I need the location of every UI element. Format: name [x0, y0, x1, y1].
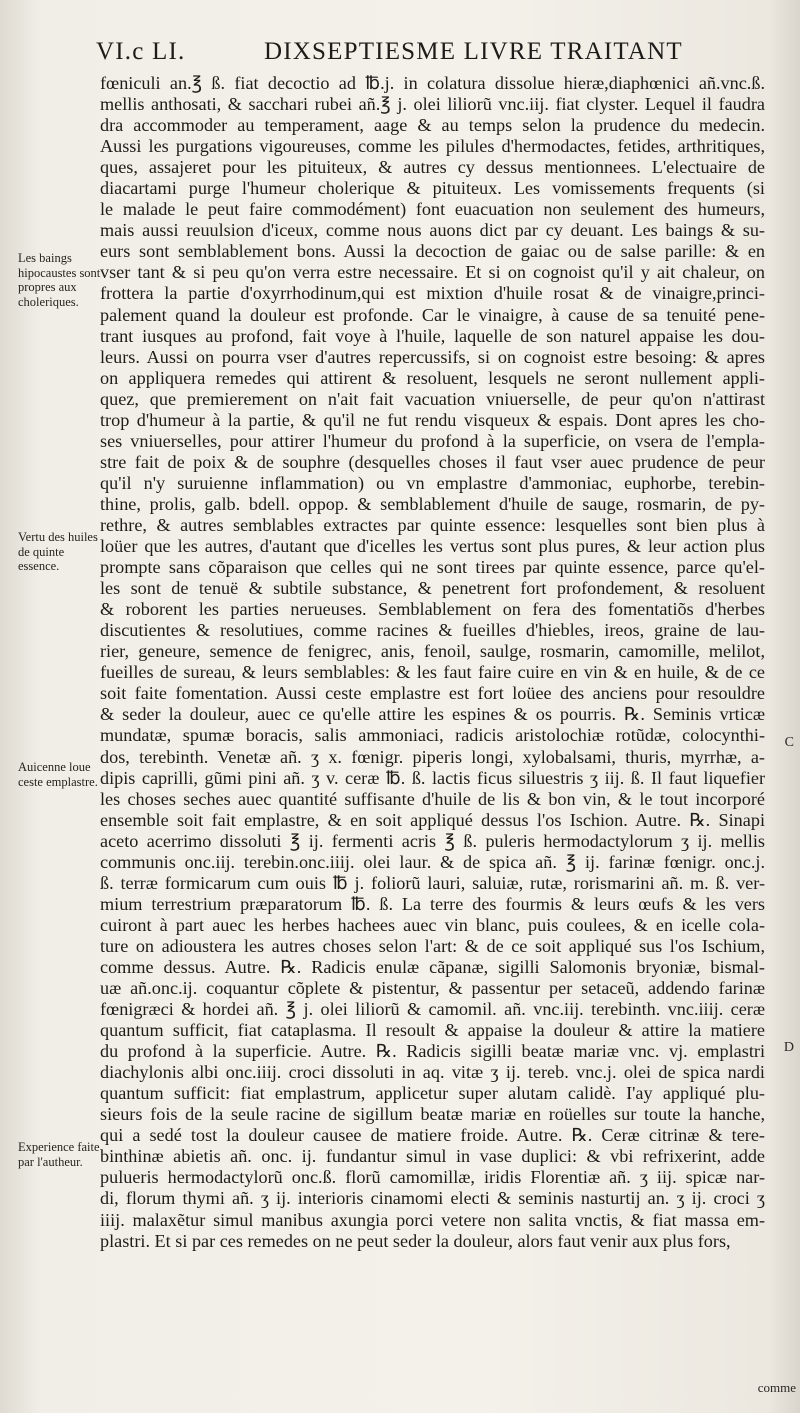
text-line: rier, geneure, semence de fenigrec, anis, fenoil, saulge, rosmarin, camomille, melilot, — [100, 641, 765, 662]
text-line: ses vniuerselles, pour attirer l'humeur du profond à la superficie, on vsera de l'empla- — [100, 430, 765, 451]
text-line: discutientes & resolutiues, comme racines & fueilles d'hiebles, ireos, graine de lau- — [100, 620, 765, 641]
text-line: loüer que les autres, d'autant que d'icelles les vertus sont plus pures, & leur action plus — [100, 536, 765, 557]
text-line: comme dessus. Autre. ℞. Radicis enulæ cãpanæ, sigilli Salomonis bryoniæ, bismal- — [100, 956, 765, 977]
text-line: ensemble soit fait emplastre, & en soit appliqué dessus l'os Ischion. Autre. ℞. Sinapi — [100, 809, 765, 830]
edge-letter-mark: C — [784, 735, 794, 750]
text-line: quantum sufficit: fiat emplastrum, applicetur super alutam calidè. I'ay appliqué plu- — [100, 1083, 765, 1104]
text-line: trant iusques au profond, fait voye à l'huile, laquelle de son naturel appaise les dou- — [100, 325, 765, 346]
text-line: du profond à la superficie. Autre. ℞. Radicis sigilli beatæ mariæ vnc. vj. emplastri — [100, 1041, 765, 1062]
text-line: mais aussi reuulsion d'iceux, comme nous auons dict par cy deuant. Les baings & su- — [100, 220, 765, 241]
text-line: iiij. malaxẽtur simul manibus axungia porci vetere non salita vnctis, & fiat massa em- — [100, 1209, 765, 1230]
running-title: DIXSEPTIESME LIVRE TRAITANT — [264, 38, 683, 65]
text-line: aceto acerrimo dissoluti ℥ ij. fermenti acris ℥ ß. puleris hermodactylorum ʒ ij. mellis — [100, 830, 765, 851]
text-line: qui a sedé tost la douleur causee de matiere froide. Autre. ℞. Ceræ citrinæ & tere- — [100, 1125, 765, 1146]
text-line: Aussi les purgations vigoureuses, comme les pilules d'hermodactes, fetides, arthritiques, — [100, 136, 765, 157]
text-line: mundatæ, spumæ boracis, salis ammoniaci, radicis aristolochiæ rotũdæ, colocynthi- — [100, 725, 765, 746]
text-line: fueilles de sureau, & leurs semblables: & les faut faire cuire en vin & en huile, & de ce — [100, 662, 765, 683]
edge-letter-mark: D — [783, 1040, 794, 1055]
margin-note: Experience faite par l'autheur. — [18, 1140, 100, 1169]
folio-number: VI.c LI. — [96, 38, 186, 65]
text-line: prompte sans cõparaison que celles qui ne sont tirees par quinte essence, parce qu'el- — [100, 557, 765, 578]
text-line: quantum sufficit, fiat cataplasma. Il resoult & appaise la douleur & attire la matiere — [100, 1020, 765, 1041]
text-line: uæ añ.onc.ij. coquantur cõplete & pistentur, & passentur per setaceũ, addendo farinæ — [100, 978, 765, 999]
text-line: fœniculi an.℥ ß. fiat decoctio ad ℔.j. in colatura dissolue hieræ,diaphœnici añ.vnc.ß. — [100, 73, 765, 93]
text-line: binthinæ abietis añ. onc. ij. fundantur simul in vase duplici: & vbi refrixerint, adde — [100, 1146, 765, 1167]
margin-note: Les baings hipocaustes sont propres aux choleriques. — [18, 251, 101, 309]
text-line: les sont de tenuë & subtile substance, & penetrent fort profondement, & resoluent — [100, 578, 765, 599]
text-line: pulueris hermodactylorũ onc.ß. florũ camomillæ, iridis Florentiæ añ. ʒ iij. spicæ nar- — [100, 1167, 765, 1188]
text-line: diacartami purge l'humeur cholerique & pituiteux. Les vomissements frequents (si — [100, 178, 765, 199]
text-line: rethre, & autres semblables extractes par quinte essence: lesquelles sont bien plus à — [100, 514, 765, 535]
text-line: eurs sont semblablement bons. Aussi la decoction de gaiac ou de salse parille: & en — [100, 241, 765, 262]
text-line: communis onc.iij. terebin.onc.iiij. olei laur. & de spica añ. ℥ ij. farinæ fœnigr. onc.j. — [100, 851, 765, 872]
text-line: on appliquera remedes qui attirent & resoluent, lesquels ne seront nullement appli- — [100, 367, 765, 388]
text-line: & roborent les parties nerueuses. Semblablement on fera des fomentatiõs d'herbes — [100, 599, 765, 620]
text-line: & seder la douleur, auec ce qu'elle attire les espines & os pourris. ℞. Seminis vrticæ — [100, 704, 765, 725]
text-line: fœnigræci & hordei añ. ℥ j. olei liliorũ & camomil. añ. vnc.iij. terebinth. vnc.iiij. ceræ — [100, 999, 765, 1020]
text-line: ß. terræ formicarum cum ouis ℔ j. foliorũ lauri, saluiæ, rutæ, rorismarini añ. m. ß. ver- — [100, 872, 765, 893]
text-line: mium terrestrium præparatorum ℔. ß. La terre des fourmis & leurs œufs & les vers — [100, 893, 765, 914]
text-line: soit faite fomentation. Aussi ceste emplastre est fort loüee des anciens pour resouldre — [100, 683, 765, 704]
text-line: dos, terebinth. Venetæ añ. ʒ x. fœnigr. piperis longi, xylobalsami, thuris, myrrhæ, a- — [100, 746, 765, 767]
text-line: les choses seches auec quantité suffisante d'huile de lis & bon vin, & le tout incorporé — [100, 788, 765, 809]
margin-note: Auicenne loue ceste emplastre. — [18, 760, 98, 789]
text-line: sieurs fois de la seule racine de sigillum beatæ mariæ en roüelles sur toute la hanche, — [100, 1104, 765, 1125]
text-line: frottera la partie d'oxyrrhodinum,qui est mixtion d'huile rosat & de vinaigre,princi- — [100, 283, 765, 304]
text-line: diachylonis albi onc.iiij. croci dissoluti in aq. vitæ ʒ ij. tereb. vnc.j. olei de spica nardi — [100, 1062, 765, 1083]
catchword: comme — [757, 1380, 796, 1395]
main-text-block — [100, 73, 765, 1252]
text-line: thine, prolis, galb. bdell. oppop. & semblablement d'huile de sauge, rosmarin, de py- — [100, 493, 765, 514]
text-line: leurs. Aussi on pourra vser d'autres repercussifs, si on cognoist estre besoing: & apres — [100, 346, 765, 367]
margin-notes — [0, 0, 100, 1413]
text-line: cuiront à part auec les herbes hachees auec vin blanc, puis coulees, & en icelle cola- — [100, 914, 765, 935]
text-line: plastri. Et si par ces remedes on ne peut seder la douleur, alors faut venir aux plus fors, — [100, 1230, 731, 1251]
text-line: dipis caprilli, gũmi pini añ. ʒ v. ceræ ℔. ß. lactis ficus siluestris ʒ iij. ß. Il faut liquefier — [100, 767, 765, 788]
text-line: palement quand la douleur est profonde. Car le vinaigre, à cause de sa tenuité pene- — [100, 304, 765, 325]
text-line: di, florum thymi añ. ʒ ij. interioris cinamomi electi & seminis nasturtij an. ʒ ij. croci ʒ — [100, 1188, 765, 1209]
text-line: qu'il n'y suruienne inflammation) ou vn emplastre d'ammoniac, euphorbe, terebin- — [100, 472, 765, 493]
text-line: ture on adioustera les autres choses selon l'art: & de ce soit appliqué sus l'os Ischium, — [100, 935, 765, 956]
text-line: ques, assajeret pour les pituiteux, & autres cy dessus mentionnees. L'electuaire de — [100, 157, 765, 178]
text-line: vser tant & si peu qu'on verra estre necessaire. Et si on cognoist qu'il y ait chaleur, on — [100, 262, 765, 283]
page-header — [96, 38, 716, 70]
text-line: trop d'humeur à la partie, & qu'il ne fut rendu visqueux & espais. Dont apres les cho- — [100, 409, 765, 430]
text-line: dra accommoder au temperament, aage & au temps selon la prudence du medecin. — [100, 115, 765, 136]
text-line: le malade le peut faire commodément) font euacuation non seulement des humeurs, — [100, 199, 765, 220]
text-line: stre fait de poix & de souphre (desquelles choses il faut vser auec prudence de peur — [100, 451, 765, 472]
margin-note: Vertu des huiles de quinte essence. — [18, 530, 98, 573]
edge-marks — [757, 0, 800, 1413]
text-line: quez, que premierement on n'ait fait vacuation vniuerselle, de peur qu'on n'attirast — [100, 388, 765, 409]
text-line: mellis anthosati, & sacchari rubei añ.℥ j. olei liliorũ vnc.iij. fiat clyster. Lequel il faudra — [100, 94, 765, 115]
